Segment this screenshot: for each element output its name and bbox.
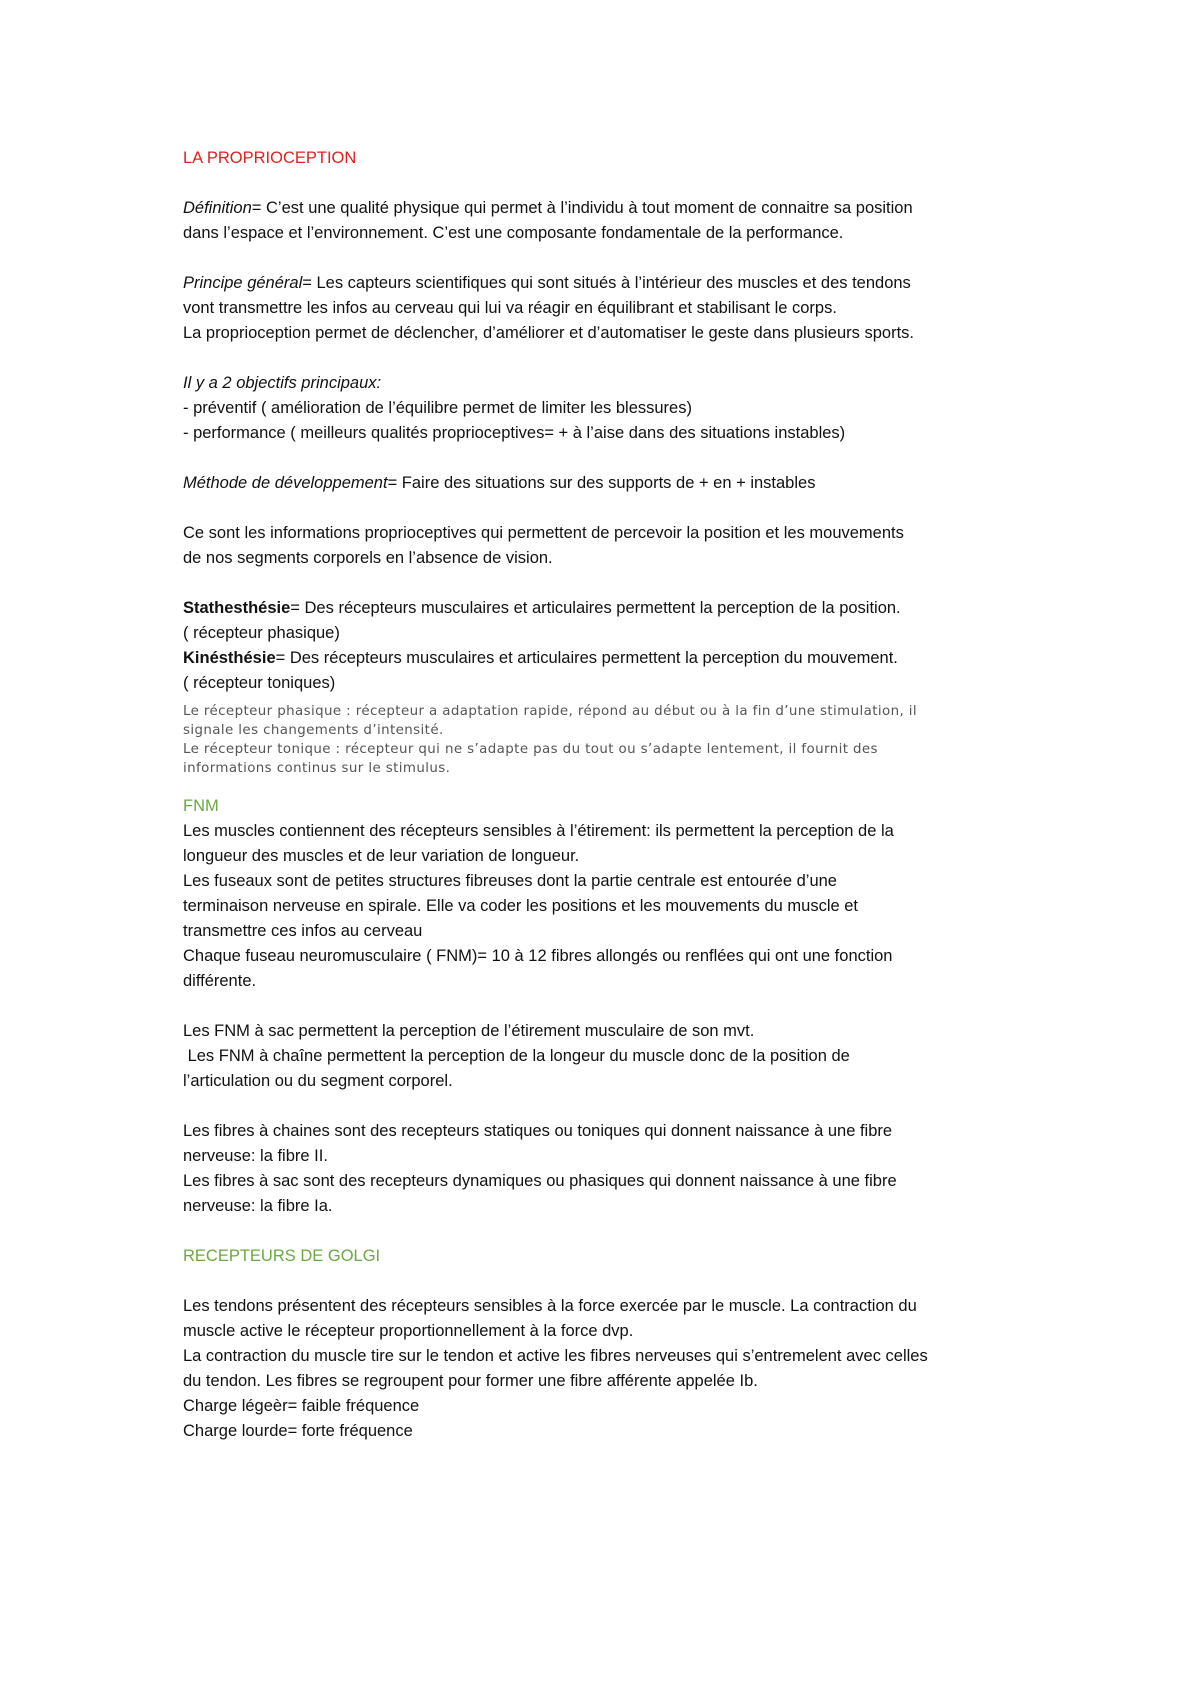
kin-line: Kinésthésie= Des récepteurs musculaires et articulaires permettent la perception du mouvement.	[183, 649, 898, 667]
stat-line: Stathesthésie= Des récepteurs musculaires et articulaires permettent la perception de la position.	[183, 599, 901, 617]
receptor-note: Le récepteur phasique : récepteur a adaptation rapide, répond au début ou à la fin d’une stimulation, il signale les changements d’intensité. Le récepteur tonique : récepteur qui ne s’adapte pas du tout ou s’adapte lentement, il fournit des informations continus sur le stimulus.	[183, 704, 918, 776]
page-title: LA PROPRIOCEPTION	[183, 149, 357, 167]
kin-sub: ( récepteur toniques)	[183, 674, 336, 692]
fnm-chaine-line: l’articulation ou du segment corporel.	[183, 1072, 453, 1090]
golgi-line: du tendon. Les fibres se regroupent pour former une fibre afférente appelée Ib.	[183, 1372, 758, 1390]
fnm-line: terminaison nerveuse en spirale. Elle va coder les positions et les mouvements du muscle et	[183, 897, 859, 915]
objectif-item: - performance ( meilleurs qualités proprioceptives= + à l’aise dans des situations instables)	[183, 424, 846, 442]
golgi-heading: RECEPTEURS DE GOLGI	[183, 1247, 381, 1265]
info-line-1: Ce sont les informations proprioceptives qui permettent de percevoir la position et les mouvements	[183, 524, 904, 542]
principe-line-3: La proprioception permet de déclencher, d’améliorer et d’automatiser le geste dans plusieurs sports.	[183, 324, 914, 342]
fnm-line: Les fuseaux sont de petites structures fibreuses dont la partie centrale est entourée d’une	[183, 872, 837, 890]
document-body	[183, 146, 1033, 1444]
definition-line-1: Définition= C’est une qualité physique qui permet à l’individu à tout moment de connaitre sa position	[183, 199, 913, 217]
fnm-heading: FNM	[183, 797, 219, 815]
golgi-line: La contraction du muscle tire sur le tendon et active les fibres nerveuses qui s’entremelent avec celles	[183, 1347, 928, 1365]
fnm-line: différente.	[183, 972, 257, 990]
fibres-line: Les fibres à chaines sont des recepteurs statiques ou toniques qui donnent naissance à une fibre	[183, 1122, 893, 1140]
fnm-line: longueur des muscles et de leur variation de longueur.	[183, 847, 580, 865]
objectifs-label: Il y a 2 objectifs principaux:	[183, 374, 382, 392]
golgi-line: Les tendons présentent des récepteurs sensibles à la force exercée par le muscle. La contraction du	[183, 1297, 917, 1315]
fibres-line: nerveuse: la fibre II.	[183, 1147, 328, 1165]
stat-sub: ( récepteur phasique)	[183, 624, 340, 642]
fibres-line: nerveuse: la fibre Ia.	[183, 1197, 333, 1215]
golgi-line: Charge lourde= forte fréquence	[183, 1422, 413, 1440]
info-line-2: de nos segments corporels en l’absence de vision.	[183, 549, 553, 567]
kin-label: Kinésthésie	[183, 649, 276, 667]
fnm-line: transmettre ces infos au cerveau	[183, 922, 423, 940]
golgi-line: Charge légeèr= faible fréquence	[183, 1397, 420, 1415]
principe-line-2: vont transmettre les infos au cerveau qui lui va réagir en équilibrant et stabilisant le corps.	[183, 299, 837, 317]
definition-label: Définition	[183, 199, 252, 217]
methode-label: Méthode de développement	[183, 474, 388, 492]
fnm-chaine-line: Les FNM à chaîne permettent la perception de la longeur du muscle donc de la position de	[183, 1047, 850, 1065]
methode-line: Méthode de développement= Faire des situations sur des supports de + en + instables	[183, 474, 816, 492]
fnm-line: Chaque fuseau neuromusculaire ( FNM)= 10 à 12 fibres allongés ou renflées qui ont une fonction	[183, 947, 893, 965]
golgi-line: muscle active le récepteur proportionnellement à la force dvp.	[183, 1322, 634, 1340]
objectif-item: - préventif ( amélioration de l’équilibre permet de limiter les blessures)	[183, 399, 692, 417]
fnm-line: Les muscles contiennent des récepteurs sensibles à l’étirement: ils permettent la perception de la	[183, 822, 894, 840]
principe-label: Principe général	[183, 274, 303, 292]
fnm-sac-line: Les FNM à sac permettent la perception de l’étirement musculaire de son mvt.	[183, 1022, 755, 1040]
principe-line-1: Principe général= Les capteurs scientifiques qui sont situés à l’intérieur des muscles et des tendons	[183, 274, 911, 292]
stat-label: Stathesthésie	[183, 599, 291, 617]
fibres-line: Les fibres à sac sont des recepteurs dynamiques ou phasiques qui donnent naissance à une fibre	[183, 1172, 897, 1190]
definition-line-2: dans l’espace et l’environnement. C’est une composante fondamentale de la performance.	[183, 224, 844, 242]
